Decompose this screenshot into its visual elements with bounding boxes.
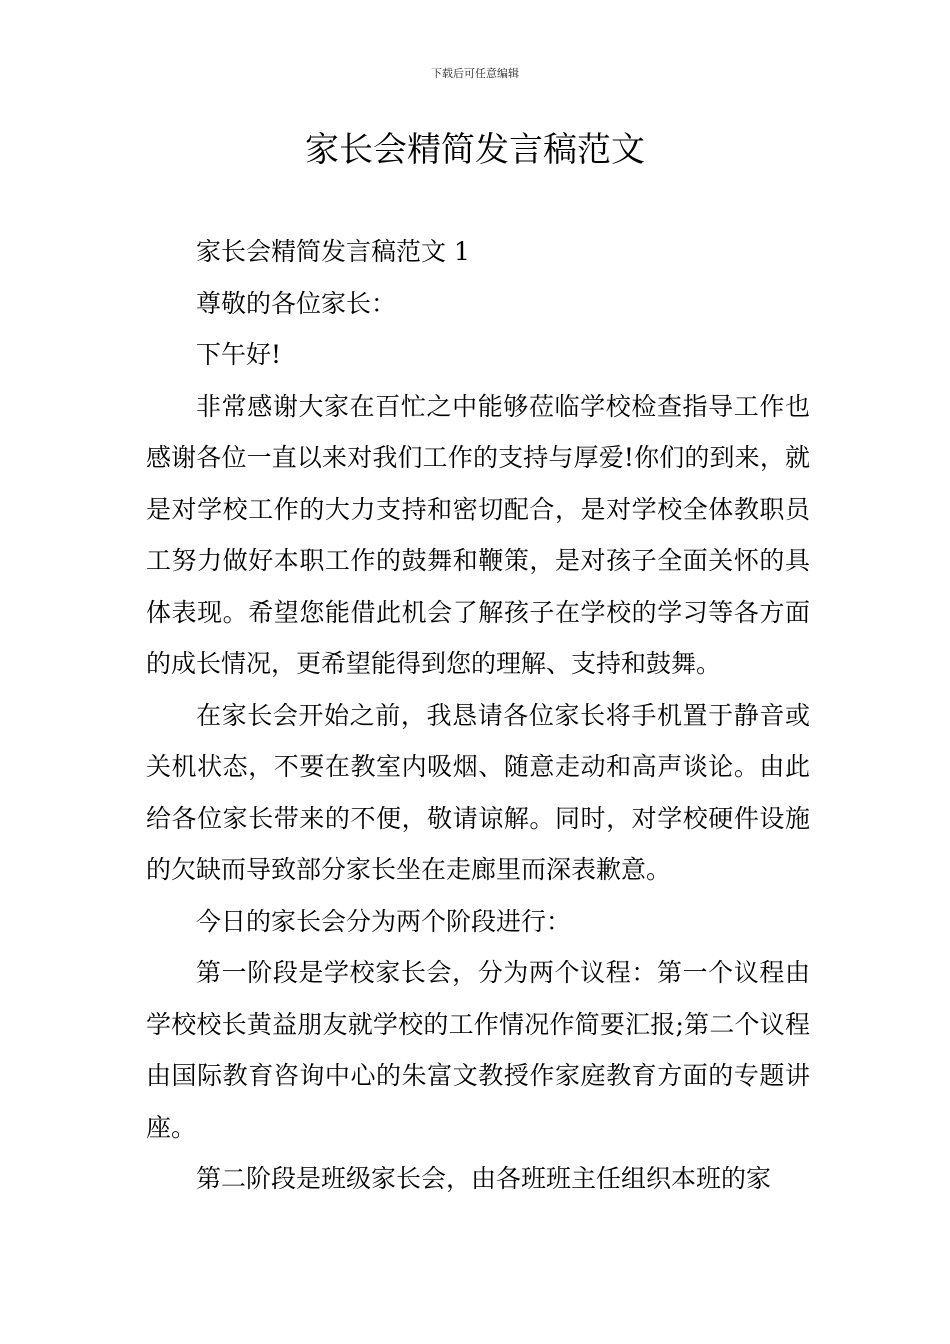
section-heading: 家长会精简发言稿范文 1 (196, 237, 470, 266)
document-body (146, 226, 810, 1205)
body-paragraph: 在家长会开始之前，我恳请各位家长将手机置于静音或关机状态，不要在教室内吸烟、随意走动和高声谈论。由此给各位家长带来的不便，敬请谅解。同时，对学校硬件设施的欠缺而导致部分家长坐在走廊里而深表歉意。 (146, 700, 810, 884)
greeting: 下午好! (196, 340, 282, 369)
document-title: 家长会精简发言稿范文 (305, 130, 645, 170)
body-paragraph: 第二阶段是班级家长会，由各班班主任组织本班的家 (196, 1164, 772, 1193)
header-note: 下载后可任意编辑 (431, 67, 519, 80)
body-paragraph: 第一阶段是学校家长会，分为两个议程：第一个议程由学校校长黄益朋友就学校的工作情况作简要汇报;第二个议程由国际教育咨询中心的朱富文教授作家庭教育方面的专题讲座。 (146, 958, 810, 1142)
salutation: 尊敬的各位家长： (196, 288, 397, 318)
body-paragraph: 非常感谢大家在百忙之中能够莅临学校检查指导工作也感谢各位一直以来对我们工作的支持与厚爱!你们的到来，就是对学校工作的大力支持和密切配合，是对学校全体教职员工努力做好本职工作的鼓舞和鞭策，是对孩子全面关怀的具体表现。希望您能借此机会了解孩子在学校的学习等各方面的成长情况，更希望能得到您的理解、支持和鼓舞。 (146, 391, 810, 678)
body-paragraph: 今日的家长会分为两个阶段进行： (196, 906, 572, 936)
